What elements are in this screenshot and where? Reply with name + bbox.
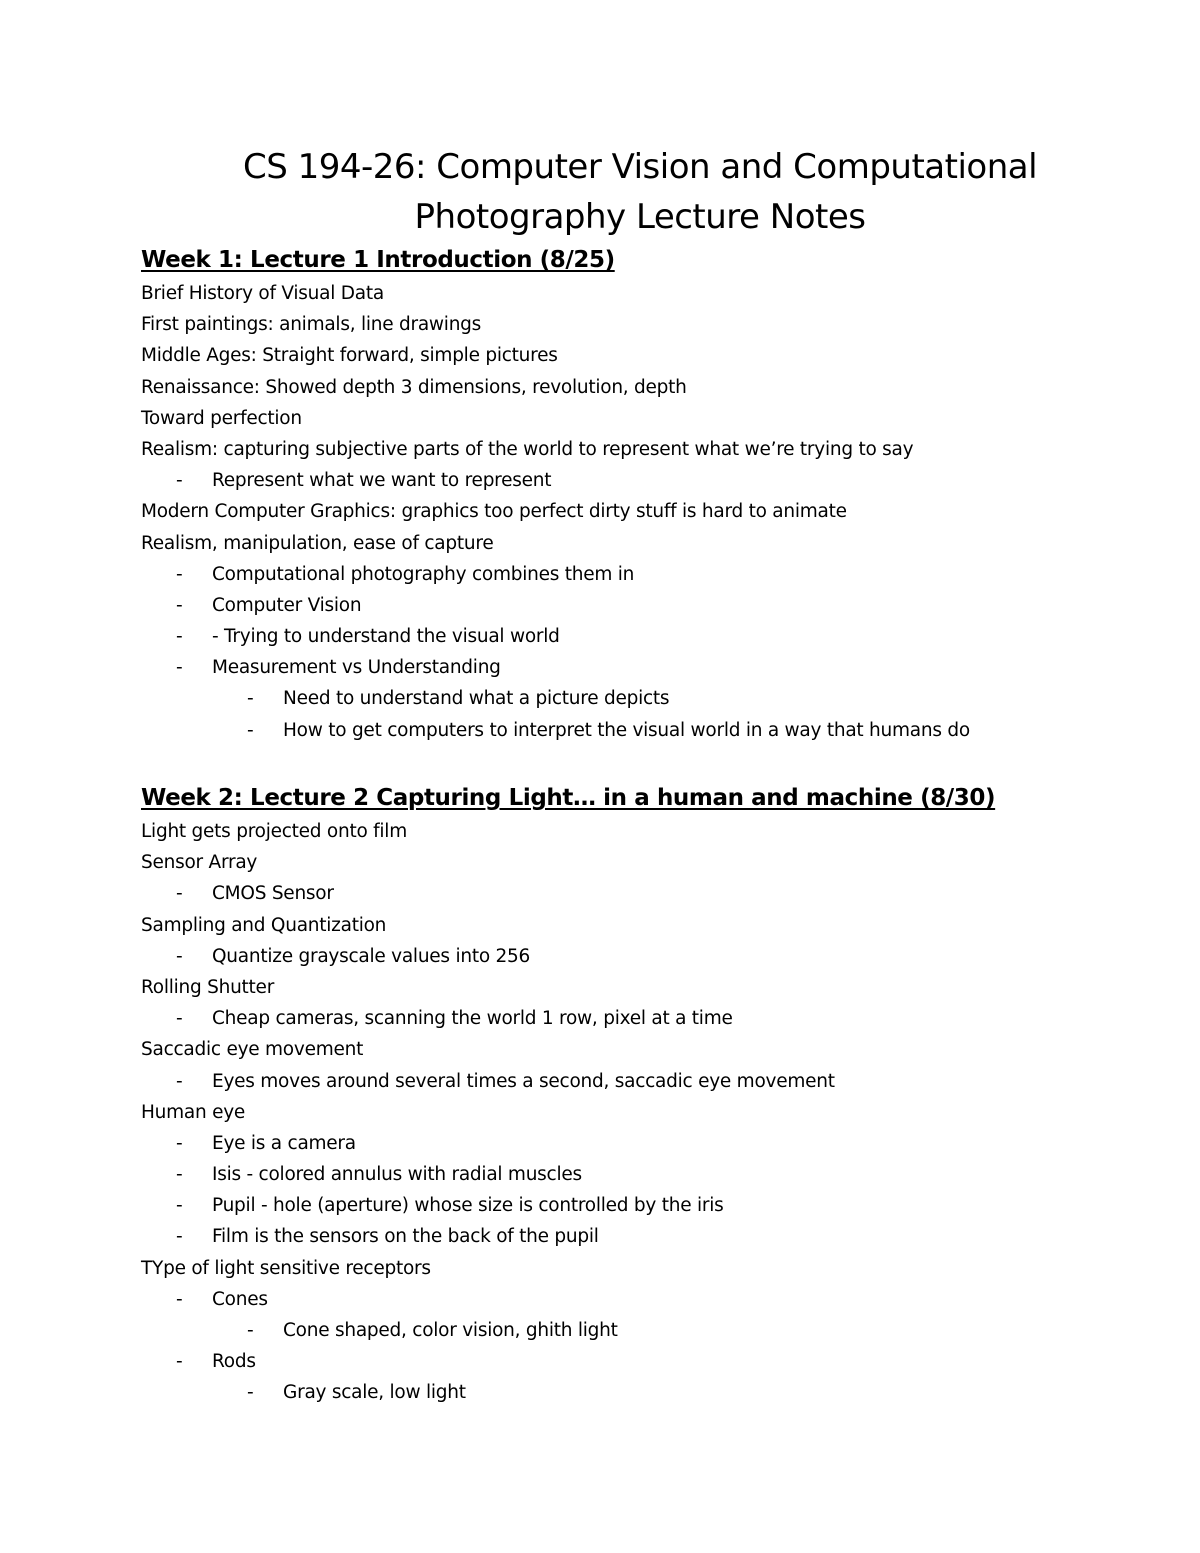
note-line [141, 1097, 1161, 1128]
bullet-item [141, 1128, 1161, 1159]
line-text: Realism: capturing subjective parts of the world to represent what we’re trying to say [141, 438, 914, 460]
line-text: Realism, manipulation, ease of capture [141, 532, 494, 554]
line-text: Cones [212, 1288, 268, 1310]
line-text: Need to understand what a picture depicts [283, 688, 670, 710]
note-line [141, 528, 1161, 559]
bullet-item [141, 465, 1161, 496]
section-heading: Week 2: Lecture 2 Capturing Light… in a human and machine (8/30) [141, 785, 996, 811]
line-text: Toward perfection [141, 407, 302, 429]
note-line [141, 403, 1161, 434]
bullet-marker: - [176, 626, 183, 648]
line-text: Cone shaped, color vision, ghith light [283, 1320, 618, 1341]
line-text: Middle Ages: Straight forward, simple pictures [141, 345, 558, 367]
bullet-marker: - [176, 1008, 183, 1030]
bullet-item [141, 1066, 1161, 1097]
line-text: Sensor Array [141, 852, 258, 874]
bullet-marker: - [176, 883, 183, 905]
bullet-marker: - [176, 563, 183, 585]
bullet-item [141, 941, 1161, 972]
section-heading: Week 1: Lecture 1 Introduction (8/25) [141, 247, 615, 273]
bullet-marker: - [247, 1320, 254, 1341]
document-title [140, 142, 1140, 242]
bullet-item [141, 1346, 1161, 1377]
bullet-marker: - [176, 657, 183, 679]
bullet-item [141, 1315, 1161, 1346]
bullet-marker: - [176, 1164, 183, 1186]
line-text: Computational photography combines them in [212, 563, 635, 585]
bullet-item [141, 1377, 1161, 1408]
bullet-item [141, 621, 1161, 652]
bullet-marker: - [176, 470, 183, 492]
bullet-item [141, 1284, 1161, 1315]
section-lines [141, 278, 1161, 746]
note-line [141, 1034, 1161, 1065]
bullet-marker: - [247, 719, 254, 741]
section-week-1 [141, 245, 1161, 746]
bullet-item [141, 1190, 1161, 1221]
bullet-item [141, 683, 1161, 714]
line-text: Represent what we want to represent [212, 470, 552, 492]
bullet-item [141, 1221, 1161, 1252]
line-text: CMOS Sensor [212, 883, 334, 905]
note-line [141, 309, 1161, 340]
section-week-2 [141, 783, 1161, 1409]
line-text: Renaissance: Showed depth 3 dimensions, revolution, depth [141, 376, 687, 398]
note-line [141, 372, 1161, 403]
line-text: Rolling Shutter [141, 976, 275, 998]
note-line [141, 847, 1161, 878]
bullet-item [141, 559, 1161, 590]
bullet-marker: - [176, 594, 183, 616]
line-text: Gray scale, low light [283, 1382, 466, 1404]
bullet-item [141, 652, 1161, 683]
line-text: - Trying to understand the visual world [212, 626, 560, 648]
line-text: Film is the sensors on the back of the pupil [212, 1226, 599, 1248]
line-text: Quantize grayscale values into 256 [212, 945, 531, 967]
line-text: Eye is a camera [212, 1132, 356, 1154]
line-text: Isis - colored annulus with radial muscles [212, 1164, 582, 1186]
bullet-marker: - [176, 1070, 183, 1092]
bullet-marker: - [247, 1382, 254, 1404]
line-text: Pupil - hole (aperture) whose size is controlled by the iris [212, 1195, 724, 1217]
line-text: Brief History of Visual Data [141, 283, 384, 304]
bullet-marker: - [176, 1195, 183, 1217]
bullet-marker: - [176, 1226, 183, 1248]
bullet-marker: - [176, 945, 183, 967]
line-text: Rods [212, 1351, 256, 1373]
line-text: Modern Computer Graphics: graphics too perfect dirty stuff is hard to animate [141, 501, 847, 523]
note-line [141, 972, 1161, 1003]
bullet-marker: - [176, 1288, 183, 1310]
note-line [141, 340, 1161, 371]
line-text: Human eye [141, 1101, 246, 1123]
bullet-item [141, 1159, 1161, 1190]
note-line [141, 910, 1161, 941]
bullet-item [141, 1003, 1161, 1034]
bullet-marker: - [176, 1132, 183, 1154]
line-text: Sampling and Quantization [141, 914, 387, 936]
title-line-2: Photography Lecture Notes [414, 197, 866, 237]
line-text: How to get computers to interpret the visual world in a way that humans do [283, 719, 970, 741]
note-line [141, 434, 1161, 465]
note-line [141, 816, 1161, 847]
line-text: Computer Vision [212, 594, 362, 616]
line-text: First paintings: animals, line drawings [141, 314, 482, 336]
title-line-1: CS 194-26: Computer Vision and Computational [242, 147, 1038, 187]
line-text: Eyes moves around several times a second, saccadic eye movement [212, 1070, 835, 1092]
bullet-marker: - [176, 1351, 183, 1373]
bullet-item [141, 590, 1161, 621]
note-line [141, 278, 1161, 309]
note-line [141, 496, 1161, 527]
line-text: Cheap cameras, scanning the world 1 row, pixel at a time [212, 1008, 733, 1030]
line-text: Measurement vs Understanding [212, 657, 501, 679]
bullet-marker: - [247, 688, 254, 710]
line-text: TYpe of light sensitive receptors [141, 1257, 431, 1279]
line-text: Light gets projected onto film [141, 821, 407, 842]
bullet-item [141, 878, 1161, 909]
note-line [141, 1253, 1161, 1284]
bullet-item [141, 715, 1161, 746]
line-text: Saccadic eye movement [141, 1039, 364, 1061]
section-lines [141, 816, 1161, 1409]
